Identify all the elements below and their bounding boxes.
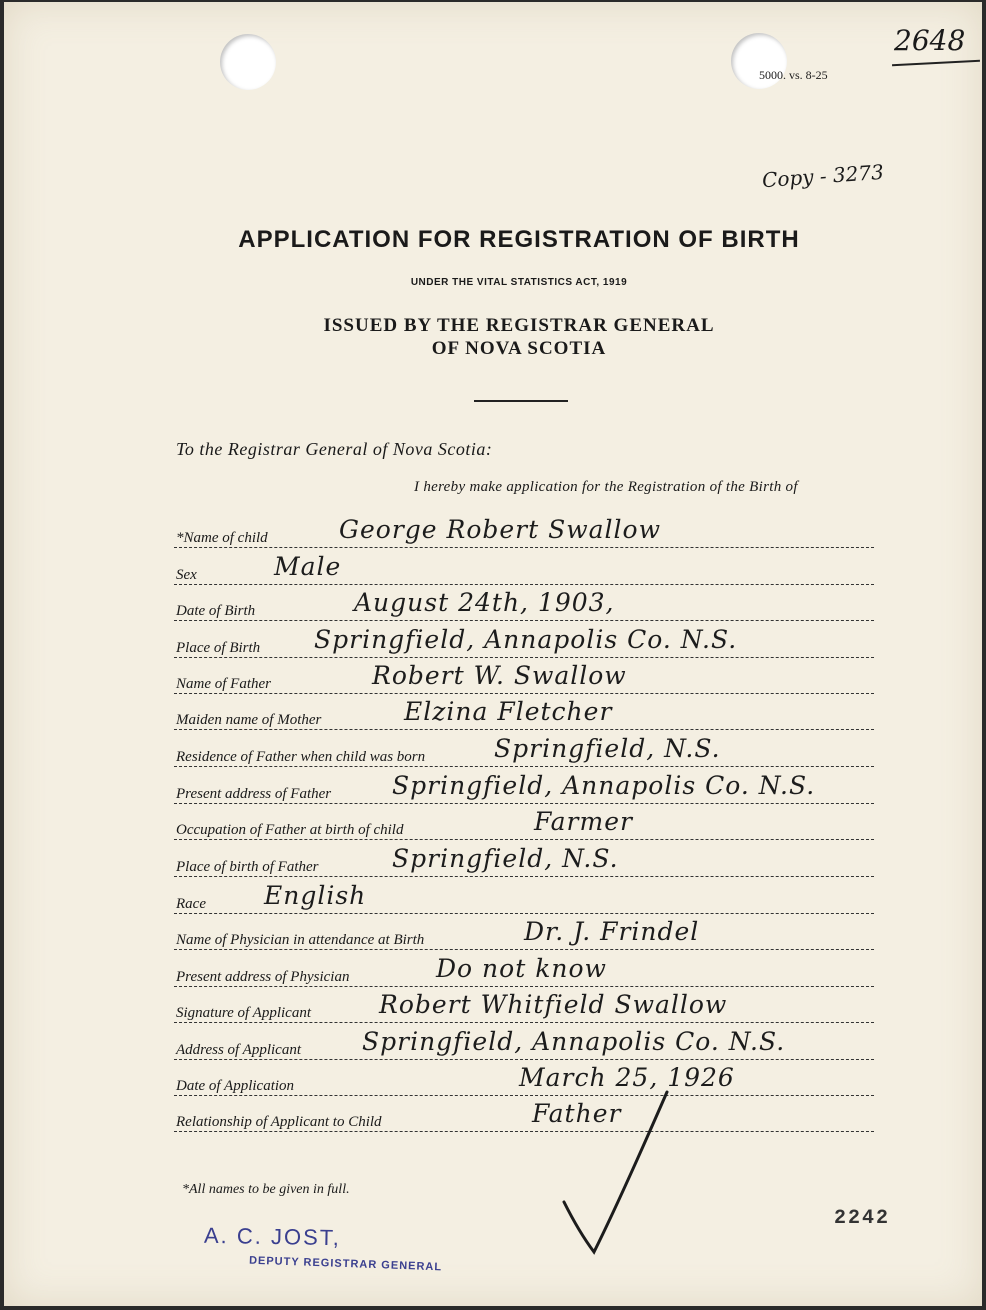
dotted-line xyxy=(174,766,874,767)
field-label: Residence of Father when child was born xyxy=(176,749,428,766)
field-label: Date of Application xyxy=(176,1078,297,1095)
dotted-line xyxy=(174,729,874,730)
form-code: 5000. vs. 8-25 xyxy=(759,68,828,82)
salutation: To the Registrar General of Nova Scotia: xyxy=(176,439,493,459)
dotted-line xyxy=(174,803,874,804)
dotted-line xyxy=(174,620,874,621)
field-name-of-child xyxy=(174,515,874,550)
field-label: Address of Applicant xyxy=(176,1042,304,1059)
field-value: Springfield, Annapolis Co. N.S. xyxy=(362,1027,786,1056)
field-place-of-birth xyxy=(174,625,874,660)
field-name-of-father xyxy=(174,661,874,696)
form-subtitle: UNDER THE VITAL STATISTICS ACT, 1919 xyxy=(410,277,628,288)
field-label: Place of Birth xyxy=(176,640,263,657)
registrar-stamp-title: DEPUTY REGISTRAR GENERAL xyxy=(248,1254,443,1274)
dotted-line xyxy=(174,1059,874,1060)
dotted-line xyxy=(174,657,874,658)
field-maiden-name-of-mother xyxy=(174,697,874,732)
field-present-address-of-physician xyxy=(174,954,874,989)
handwritten-underline xyxy=(892,60,980,67)
field-value: Springfield, N.S. xyxy=(392,844,619,873)
field-name-of-physician xyxy=(174,917,874,952)
field-value: Robert W. Swallow xyxy=(372,661,627,690)
field-value: Springfield, Annapolis Co. N.S. xyxy=(392,771,816,800)
field-label: Name of Physician in attendance at Birth xyxy=(176,932,427,949)
field-value: Springfield, N.S. xyxy=(494,734,721,763)
punch-hole-left xyxy=(220,34,276,90)
dotted-line xyxy=(174,949,874,950)
field-label: Present address of Physician xyxy=(176,969,352,986)
field-value: George Robert Swallow xyxy=(339,515,662,544)
stamp-number: 2242 xyxy=(834,1207,891,1230)
copy-note: Copy - 3273 xyxy=(761,159,885,193)
field-label: Place of birth of Father xyxy=(176,859,321,876)
field-label: Name of Father xyxy=(176,676,274,693)
field-value: Dr. J. Frindel xyxy=(524,917,700,946)
field-label: Signature of Applicant xyxy=(176,1005,314,1022)
field-label: Present address of Father xyxy=(176,786,334,803)
field-date-of-application xyxy=(174,1063,874,1098)
field-occupation-of-father xyxy=(174,807,874,842)
field-signature-of-applicant xyxy=(174,990,874,1025)
field-date-of-birth xyxy=(174,588,874,623)
dotted-line xyxy=(174,986,874,987)
check-mark-icon xyxy=(559,1082,679,1262)
field-present-address-of-father xyxy=(174,771,874,806)
issued-line-2: OF NOVA SCOTIA xyxy=(431,338,607,359)
field-value: Male xyxy=(274,552,342,581)
footnote: *All names to be given in full. xyxy=(182,1182,350,1197)
field-value: August 24th, 1903, xyxy=(354,588,615,617)
dotted-line xyxy=(174,1131,874,1132)
dotted-line xyxy=(174,839,874,840)
dotted-line xyxy=(174,693,874,694)
field-label: *Name of child xyxy=(176,530,271,547)
issued-by xyxy=(4,314,982,360)
dotted-line xyxy=(174,584,874,585)
field-label: Relationship of Applicant to Child xyxy=(176,1114,385,1131)
intro-text: I hereby make application for the Registration of the Birth of xyxy=(414,479,798,495)
field-value: Do not know xyxy=(436,954,607,983)
field-value: Elzina Fletcher xyxy=(404,697,613,726)
field-value: English xyxy=(264,881,367,910)
form-title: APPLICATION FOR REGISTRATION OF BIRTH xyxy=(238,226,800,253)
field-label: Date of Birth xyxy=(176,603,258,620)
field-value: Farmer xyxy=(534,807,633,836)
field-value: Father xyxy=(532,1099,622,1128)
field-label: Occupation of Father at birth of child xyxy=(176,822,406,839)
field-relationship-of-applicant xyxy=(174,1099,874,1134)
dotted-line xyxy=(174,876,874,877)
field-race xyxy=(174,881,874,916)
field-value: March 25, 1926 xyxy=(519,1063,735,1092)
field-value: Robert Whitfield Swallow xyxy=(379,990,728,1019)
dotted-line xyxy=(174,1095,874,1096)
birth-registration-form xyxy=(4,2,982,1306)
registrar-stamp-name: A. C. JOST, xyxy=(203,1222,342,1251)
field-label: Race xyxy=(176,896,209,913)
field-residence-of-father xyxy=(174,734,874,769)
field-value: Springfield, Annapolis Co. N.S. xyxy=(314,625,738,654)
field-address-of-applicant xyxy=(174,1027,874,1062)
dotted-line xyxy=(174,913,874,914)
divider xyxy=(474,400,568,402)
field-sex xyxy=(174,552,874,587)
field-label: Maiden name of Mother xyxy=(176,712,324,729)
dotted-line xyxy=(174,1022,874,1023)
field-label: Sex xyxy=(176,567,200,584)
field-place-of-birth-of-father xyxy=(174,844,874,879)
handwritten-number: 2648 xyxy=(894,24,966,57)
dotted-line xyxy=(174,547,874,548)
issued-line-1: ISSUED BY THE REGISTRAR GENERAL xyxy=(323,315,715,336)
